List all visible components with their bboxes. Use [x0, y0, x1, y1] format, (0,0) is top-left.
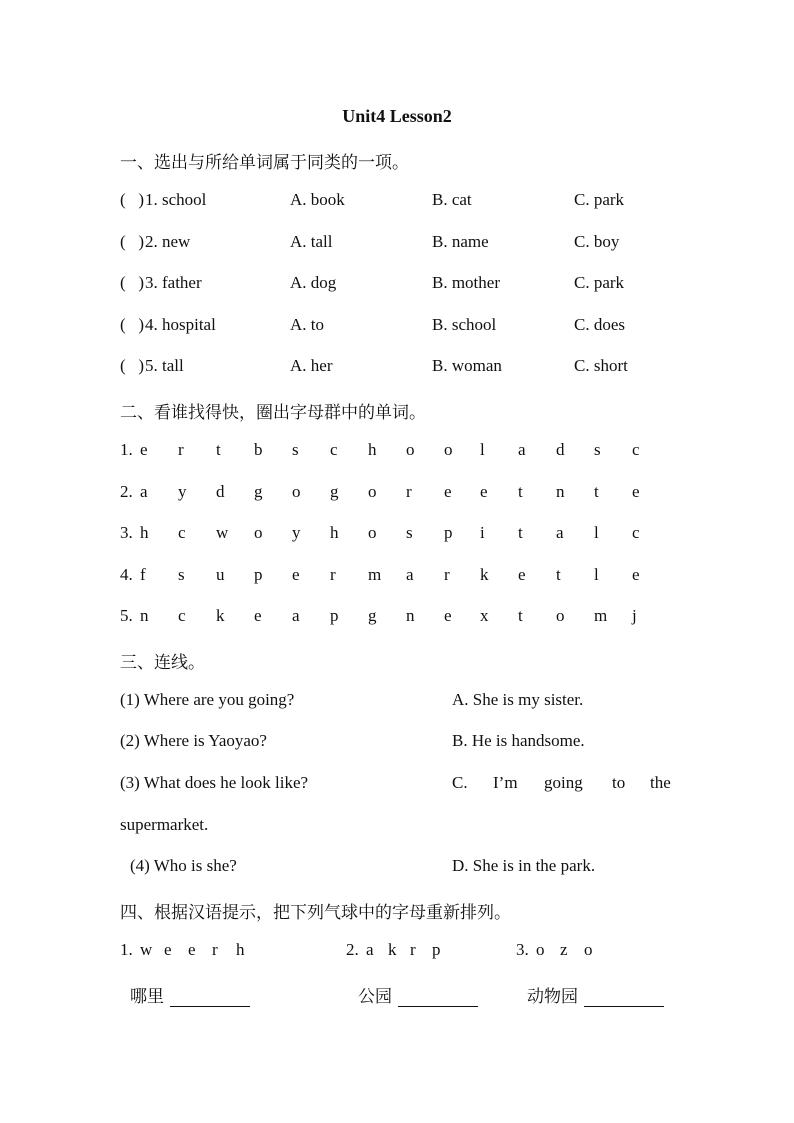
- letter: a: [406, 565, 414, 584]
- answer-bracket: ( ): [120, 273, 145, 292]
- question-word: 2. new: [145, 232, 191, 251]
- question-word: 1. school: [145, 190, 207, 209]
- letter: r: [410, 940, 416, 959]
- letter: r: [444, 565, 450, 584]
- letter: r: [178, 440, 184, 459]
- answer-bracket: ( ): [120, 315, 145, 334]
- hint-with-blank: [527, 982, 664, 1007]
- option-a: A. book: [290, 190, 345, 209]
- letter: a: [140, 482, 148, 501]
- chinese-hint: 哪里: [130, 987, 164, 1006]
- item-number: 3.: [516, 940, 529, 959]
- letter: c: [178, 606, 186, 625]
- letter: m: [594, 606, 608, 625]
- letter: s: [178, 565, 185, 584]
- row-number: 3.: [120, 523, 133, 542]
- hint-with-blank: [358, 982, 478, 1007]
- letter-row: [0, 523, 794, 547]
- hint-with-blank: [130, 982, 250, 1007]
- option-b: B. school: [432, 315, 497, 334]
- answer-bracket: ( ): [120, 190, 145, 209]
- letter: o: [556, 606, 565, 625]
- letter-row: [0, 440, 794, 464]
- letter: t: [518, 523, 523, 542]
- letter: n: [140, 606, 149, 625]
- match-question-3: (3) What does he look like?: [120, 773, 309, 792]
- letter: o: [254, 523, 263, 542]
- match-question-2: (2) Where is Yaoyao?: [120, 731, 267, 750]
- letter: e: [480, 482, 488, 501]
- letter: c: [632, 523, 640, 542]
- option-c: C. short: [574, 356, 628, 375]
- letter: e: [292, 565, 300, 584]
- letter: u: [216, 565, 225, 584]
- question-word: 4. hospital: [145, 315, 216, 334]
- letter-row: [0, 606, 794, 630]
- letter: o: [406, 440, 415, 459]
- rearrange-letters: [0, 940, 794, 964]
- letter: e: [164, 940, 172, 959]
- letter: t: [518, 606, 523, 625]
- letter: j: [632, 606, 637, 625]
- letter: k: [480, 565, 489, 584]
- letter: s: [406, 523, 413, 542]
- letter-row: [0, 565, 794, 589]
- letter: y: [178, 482, 187, 501]
- answer-blank[interactable]: [584, 988, 664, 1007]
- letter: p: [330, 606, 339, 625]
- letter: a: [366, 940, 374, 959]
- letter: m: [368, 565, 382, 584]
- row-number: 1.: [120, 440, 133, 459]
- letter: e: [140, 440, 148, 459]
- section-1-heading: 一、选出与所给单词属于同类的一项。: [120, 153, 409, 172]
- letter: r: [330, 565, 336, 584]
- match-answer-c: [452, 773, 674, 797]
- letter: n: [556, 482, 565, 501]
- letter: k: [388, 940, 397, 959]
- letter: c: [330, 440, 338, 459]
- letter: y: [292, 523, 301, 542]
- letter: d: [216, 482, 225, 501]
- letter: r: [212, 940, 218, 959]
- letter: h: [140, 523, 149, 542]
- letter: w: [140, 940, 153, 959]
- letter: b: [254, 440, 263, 459]
- answer-c-word: going: [544, 773, 583, 792]
- match-question-1: (1) Where are you going?: [120, 690, 295, 709]
- letter: t: [216, 440, 221, 459]
- letter: c: [632, 440, 640, 459]
- letter: e: [632, 565, 640, 584]
- option-c: C. park: [574, 190, 625, 209]
- letter: p: [432, 940, 441, 959]
- letter: e: [444, 482, 452, 501]
- item-number: 1.: [120, 940, 133, 959]
- letter: t: [594, 482, 599, 501]
- match-answer-b: B. He is handsome.: [452, 731, 585, 750]
- letter: e: [444, 606, 452, 625]
- answer-c-word: C.: [452, 773, 468, 792]
- option-a: A. tall: [290, 232, 333, 251]
- letter: g: [254, 482, 263, 501]
- row-number: 5.: [120, 606, 133, 625]
- letter: g: [330, 482, 339, 501]
- match-answer-d: D. She is in the park.: [452, 856, 596, 875]
- option-a: A. dog: [290, 273, 337, 292]
- letter: n: [406, 606, 415, 625]
- letter: e: [518, 565, 526, 584]
- letter: l: [594, 565, 599, 584]
- letter: a: [292, 606, 300, 625]
- question-row: [0, 315, 794, 339]
- letter: s: [594, 440, 601, 459]
- letter: d: [556, 440, 565, 459]
- option-b: B. mother: [432, 273, 500, 292]
- letter: p: [444, 523, 453, 542]
- match-answer-c-continued: supermarket.: [120, 815, 209, 834]
- question-word: 3. father: [145, 273, 202, 292]
- letter: o: [444, 440, 453, 459]
- letter: a: [556, 523, 564, 542]
- letter: p: [254, 565, 263, 584]
- letter: l: [594, 523, 599, 542]
- question-row: [0, 356, 794, 380]
- answer-blank[interactable]: [398, 988, 478, 1007]
- answer-blank[interactable]: [170, 988, 250, 1007]
- question-row: [0, 232, 794, 256]
- option-c: C. park: [574, 273, 625, 292]
- answer-c-word: the: [650, 773, 671, 792]
- match-question-4: (4) Who is she?: [130, 856, 237, 875]
- question-row: [0, 190, 794, 214]
- answer-bracket: ( ): [120, 232, 145, 251]
- option-c: C. boy: [574, 232, 620, 251]
- answer-c-word: to: [612, 773, 626, 792]
- letter: r: [406, 482, 412, 501]
- question-row: [0, 273, 794, 297]
- option-b: B. cat: [432, 190, 472, 209]
- option-a: A. to: [290, 315, 324, 334]
- option-a: A. her: [290, 356, 333, 375]
- match-answer-a: A. She is my sister.: [452, 690, 584, 709]
- chinese-hint: 公园: [358, 987, 392, 1006]
- letter: e: [632, 482, 640, 501]
- letter: o: [536, 940, 545, 959]
- answer-c-word: I’m: [493, 773, 518, 792]
- item-number: 2.: [346, 940, 359, 959]
- section-4-heading: 四、根据汉语提示，把下列气球中的字母重新排列。: [120, 903, 511, 922]
- letter: l: [480, 440, 485, 459]
- section-3-heading: 三、连线。: [120, 653, 205, 672]
- chinese-hint: 动物园: [527, 987, 578, 1006]
- letter: o: [584, 940, 593, 959]
- option-b: B. woman: [432, 356, 502, 375]
- section-2-heading: 二、看谁找得快，圈出字母群中的单词。: [120, 403, 426, 422]
- letter-row: [0, 482, 794, 506]
- letter: t: [556, 565, 561, 584]
- letter: f: [140, 565, 146, 584]
- page-title: Unit4 Lesson2: [342, 106, 452, 126]
- row-number: 4.: [120, 565, 133, 584]
- letter: z: [560, 940, 568, 959]
- letter: h: [368, 440, 377, 459]
- letter: g: [368, 606, 377, 625]
- option-c: C. does: [574, 315, 625, 334]
- letter: w: [216, 523, 229, 542]
- letter: o: [292, 482, 301, 501]
- letter: a: [518, 440, 526, 459]
- row-number: 2.: [120, 482, 133, 501]
- letter: i: [480, 523, 485, 542]
- question-word: 5. tall: [145, 356, 184, 375]
- letter: e: [254, 606, 262, 625]
- letter: e: [188, 940, 196, 959]
- letter: h: [236, 940, 245, 959]
- letter: t: [518, 482, 523, 501]
- letter: k: [216, 606, 225, 625]
- letter: s: [292, 440, 299, 459]
- letter: o: [368, 523, 377, 542]
- option-b: B. name: [432, 232, 489, 251]
- letter: x: [480, 606, 489, 625]
- letter: h: [330, 523, 339, 542]
- letter: o: [368, 482, 377, 501]
- answer-bracket: ( ): [120, 356, 145, 375]
- letter: c: [178, 523, 186, 542]
